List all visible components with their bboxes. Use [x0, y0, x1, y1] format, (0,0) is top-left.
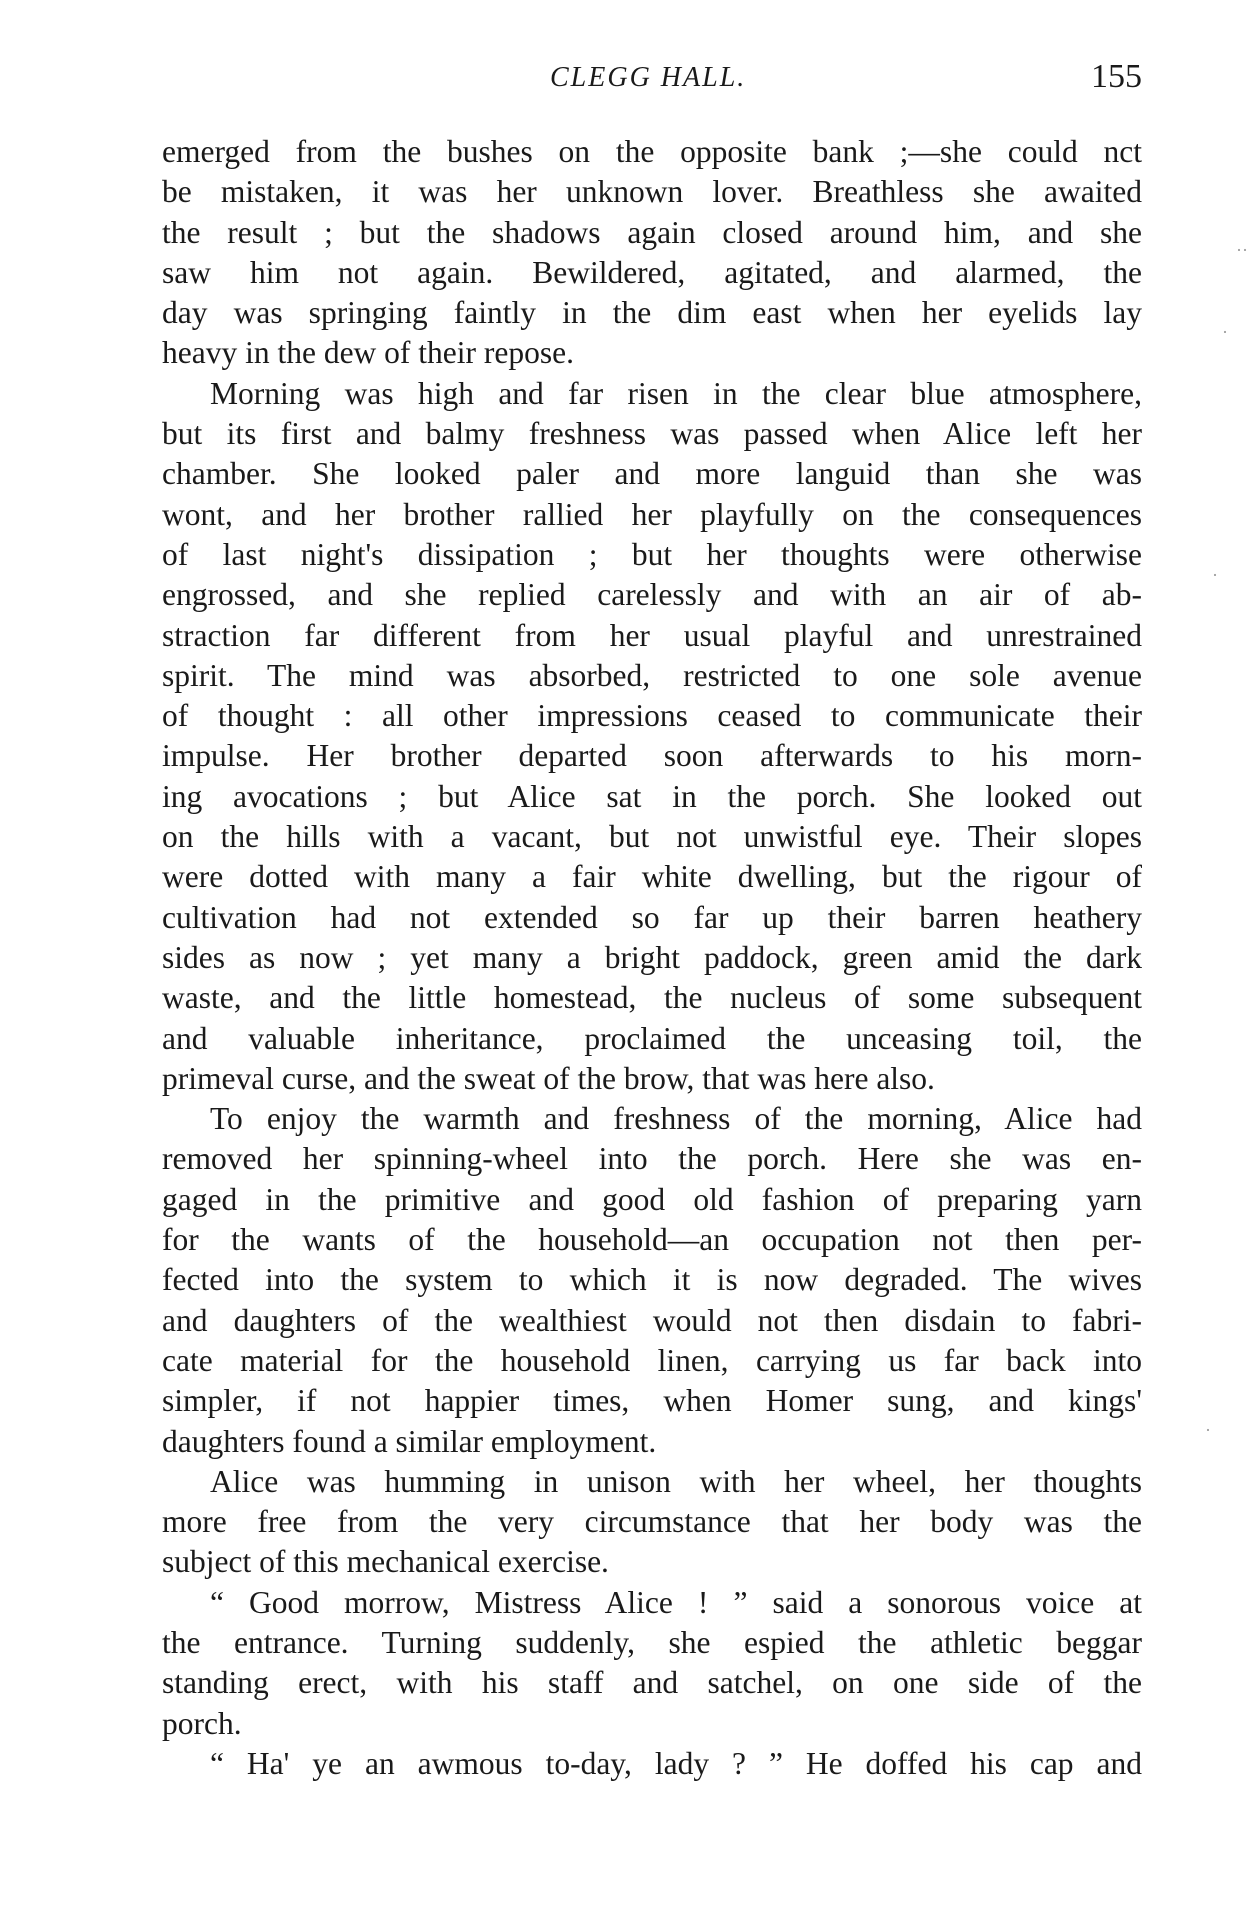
text-line: day was springing faintly in the dim east when her eyelids lay [162, 295, 1142, 331]
text-line: “ Good morrow, Mistress Alice ! ” said a sonorous voice at [210, 1584, 1142, 1620]
text-line: of last night's dissipation ; but her thoughts were otherwise [162, 536, 1142, 572]
text-line: wont, and her brother rallied her playfully on the consequences [162, 496, 1142, 532]
text-line: sides as now ; yet many a bright paddock, green amid the dark [162, 939, 1142, 975]
text-line: impulse. Her brother departed soon afterwards to his morn- [162, 738, 1142, 774]
text-line: simpler, if not happier times, when Homer sung, and kings' [162, 1383, 1142, 1419]
text-line: gaged in the primitive and good old fashion of preparing yarn [162, 1181, 1142, 1217]
text-line: and valuable inheritance, proclaimed the unceasing toil, the [162, 1020, 1142, 1056]
text-line: for the wants of the household—an occupation not then per- [162, 1222, 1142, 1258]
text-line: of thought : all other impressions ceased to communicate their [162, 698, 1142, 734]
text-line: straction far different from her usual playful and unrestrained [162, 617, 1142, 653]
text-line: Morning was high and far risen in the clear blue atmosphere, [210, 375, 1142, 411]
text-line: cultivation had not extended so far up their barren heathery [162, 899, 1142, 935]
text-line: were dotted with many a fair white dwelling, but the rigour of [162, 859, 1142, 895]
text-line: ing avocations ; but Alice sat in the porch. She looked out [162, 778, 1142, 814]
text-line: primeval curse, and the sweat of the brow, that was here also. [162, 1060, 935, 1096]
text-line: saw him not again. Bewildered, agitated, and alarmed, the [162, 254, 1142, 290]
margin-speck: · [1212, 565, 1218, 585]
text-line: To enjoy the warmth and freshness of the morning, Alice had [210, 1101, 1142, 1137]
margin-speck: · [1222, 322, 1228, 342]
text-line: Alice was humming in unison with her wheel, her thoughts [210, 1463, 1142, 1499]
text-line: heavy in the dew of their repose. [162, 335, 574, 371]
text-line: emerged from the bushes on the opposite bank ;—she could nct [162, 134, 1142, 169]
text-line: waste, and the little homestead, the nucleus of some subsequent [162, 980, 1142, 1016]
text-line: subject of this mechanical exercise. [162, 1544, 609, 1580]
text-line: be mistaken, it was her unknown lover. Breathless she awaited [162, 174, 1142, 210]
body-text [162, 132, 1142, 1784]
text-line: the entrance. Turning suddenly, she espied the athletic beggar [162, 1624, 1142, 1660]
text-line: engrossed, and she replied carelessly and with an air of ab- [162, 577, 1142, 613]
running-head-title: CLEGG HALL. [550, 62, 747, 93]
text-line: cate material for the household linen, carrying us far back into [162, 1342, 1142, 1378]
text-line: on the hills with a vacant, but not unwistful eye. Their slopes [162, 819, 1142, 855]
page-number: 155 [1091, 58, 1142, 95]
text-line: the result ; but the shadows again closed around him, and she [162, 214, 1142, 250]
running-head [162, 58, 1142, 108]
text-line: porch. [162, 1705, 242, 1741]
margin-speck: ·· [1236, 240, 1248, 260]
text-line: spirit. The mind was absorbed, restricted to one sole avenue [162, 657, 1142, 693]
text-line: and daughters of the wealthiest would not then disdain to fabri- [162, 1302, 1142, 1338]
text-line: removed her spinning-wheel into the porch. Here she was en- [162, 1141, 1142, 1177]
text-line: chamber. She looked paler and more languid than she was [162, 456, 1142, 492]
text-line: fected into the system to which it is now degraded. The wives [162, 1262, 1142, 1298]
text-line: “ Ha' ye an awmous to-day, lady ? ” He doffed his cap and [210, 1745, 1142, 1781]
text-line: standing erect, with his staff and satchel, on one side of the [162, 1665, 1142, 1701]
text-line: but its first and balmy freshness was passed when Alice left her [162, 416, 1142, 452]
margin-speck: · [1205, 1420, 1211, 1440]
text-line: daughters found a similar employment. [162, 1423, 657, 1459]
text-line: more free from the very circumstance that her body was the [162, 1504, 1142, 1540]
